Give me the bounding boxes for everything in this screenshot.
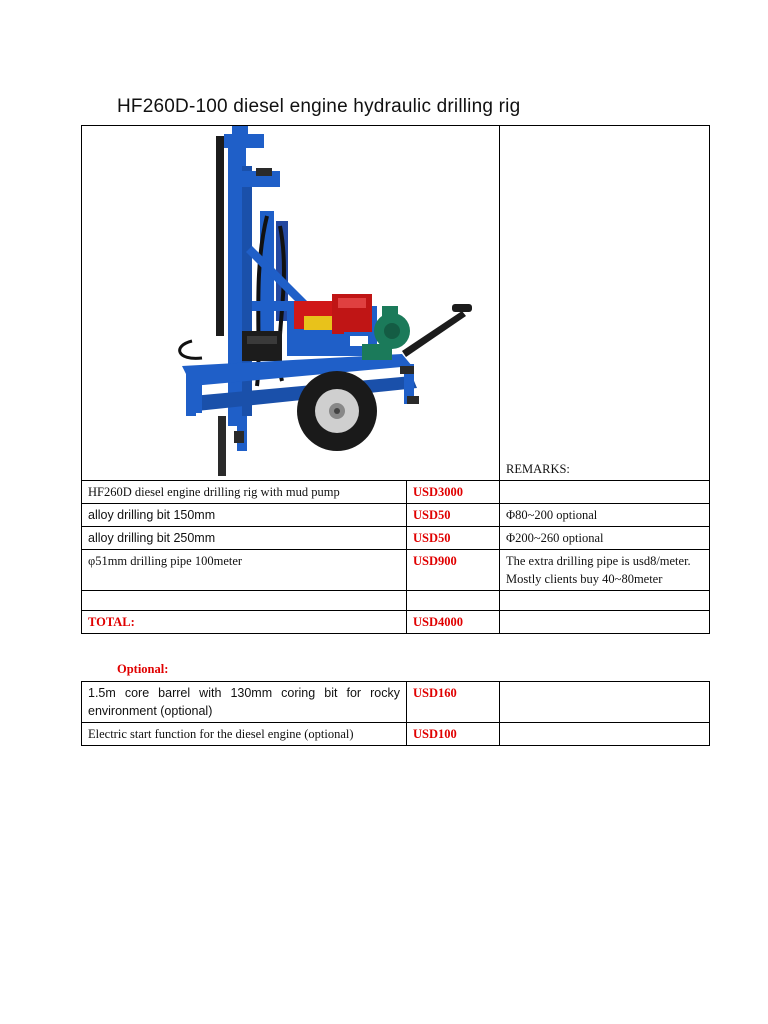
total-row [82, 611, 710, 634]
optional-item-description: Electric start function for the diesel engine (optional) [82, 723, 407, 746]
table-row [82, 682, 710, 723]
empty-row [82, 591, 710, 611]
item-price: USD900 [407, 550, 500, 591]
item-price: USD3000 [407, 481, 500, 504]
item-description: HF260D diesel engine drilling rig with mud pump [82, 481, 407, 504]
empty-cell [500, 591, 710, 611]
optional-item-price: USD100 [407, 723, 500, 746]
drilling-rig-image [82, 126, 500, 480]
table-row [82, 550, 710, 591]
image-row [82, 126, 710, 481]
item-description: alloy drilling bit 250mm [82, 527, 407, 550]
optional-label: Optional: [117, 662, 169, 676]
table-row [82, 527, 710, 550]
optional-item-price: USD160 [407, 682, 500, 723]
total-label: TOTAL: [82, 611, 407, 634]
item-remark: The extra drilling pipe is usd8/meter. Mostly clients buy 40~80meter [500, 550, 710, 591]
optional-table [81, 681, 710, 746]
optional-item-description: 1.5m core barrel with 130mm coring bit for rocky environment (optional) [82, 682, 407, 723]
remarks-header: REMARKS: [506, 462, 570, 476]
item-description: φ51mm drilling pipe 100meter [82, 550, 407, 591]
total-remark [500, 611, 710, 634]
remarks-header-cell [500, 126, 710, 481]
optional-item-remark [500, 682, 710, 723]
quotation-table [81, 125, 710, 634]
table-row [82, 723, 710, 746]
item-remark [500, 481, 710, 504]
item-remark: Φ200~260 optional [500, 527, 710, 550]
product-image-cell [82, 126, 500, 481]
item-remark: Φ80~200 optional [500, 504, 710, 527]
item-description: alloy drilling bit 150mm [82, 504, 407, 527]
table-row [82, 504, 710, 527]
document-title: HF260D-100 diesel engine hydraulic drilling rig [117, 96, 521, 117]
empty-cell [82, 591, 407, 611]
item-price: USD50 [407, 504, 500, 527]
empty-cell [407, 591, 500, 611]
optional-item-remark [500, 723, 710, 746]
item-price: USD50 [407, 527, 500, 550]
total-price: USD4000 [407, 611, 500, 634]
table-row [82, 481, 710, 504]
